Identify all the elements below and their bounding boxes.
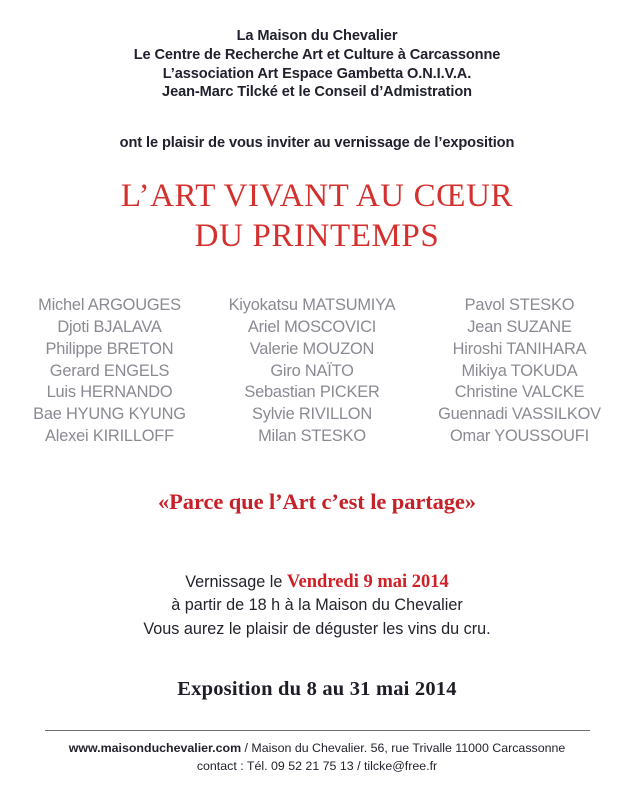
organizer-line-3: L’association Art Espace Gambetta O.N.I.V.A. (162, 65, 472, 82)
exhibition-title-line-1: L’ART VIVANT AU CŒUR (120, 178, 514, 215)
artist-name: Milan STESKO (258, 426, 366, 445)
artist-column-2 (212, 295, 412, 448)
artist-name: Guennadi VASSILKOV (438, 405, 601, 424)
artist-name: Pavol STESKO (464, 296, 575, 315)
organizer-line-1: La Maison du Chevalier (236, 28, 398, 44)
footer-contact-line[interactable]: contact : Tél. 09 52 21 75 13 / tilcke@free.fr (196, 758, 438, 773)
vernissage-wine-line: Vous aurez le plaisir de déguster les vins du cru. (143, 619, 491, 638)
artist-name: Sebastian PICKER (244, 383, 380, 402)
exhibition-title-line-2: DU PRINTEMPS (194, 218, 440, 255)
artist-name: Valerie MOUZON (249, 339, 375, 358)
artist-name: Omar YOUSSOUFI (450, 426, 589, 445)
artist-name: Philippe BRETON (45, 339, 174, 358)
artist-list (0, 295, 634, 448)
artist-name: Michel ARGOUGES (38, 296, 181, 315)
tagline-quote: «Parce que l’Art c’est le partage» (158, 488, 476, 514)
vernissage-details (0, 571, 634, 642)
artist-name: Jean SUZANE (467, 317, 572, 336)
exhibition-title (0, 176, 634, 256)
organizer-line-2: Le Centre de Recherche Art et Culture à Carcassonne (133, 46, 501, 63)
footer-divider (45, 730, 590, 731)
artist-column-1 (7, 295, 212, 448)
artist-name: Alexei KIRILLOFF (45, 426, 174, 445)
artist-name: Christine VALCKE (454, 383, 585, 402)
artist-name: Gerard ENGELS (49, 361, 170, 380)
footer-address-line (0, 740, 634, 758)
invitation-line: ont le plaisir de vous inviter au vernissage de l’exposition (119, 135, 515, 152)
footer (0, 740, 634, 775)
vernissage-time-line: à partir de 18 h à la Maison du Chevalier (171, 596, 463, 615)
artist-name: Bae HYUNG KYUNG (33, 405, 186, 424)
artist-name: Djoti BJALAVA (57, 317, 162, 336)
artist-name: Sylvie RIVILLON (252, 405, 372, 424)
website-link[interactable]: www.maisonduchevalier.com (68, 741, 242, 756)
organizers-header (0, 0, 634, 102)
vernissage-date: Vendredi 9 mai 2014 (286, 571, 449, 592)
artist-name: Giro NAÏTO (270, 361, 354, 380)
artist-name: Ariel MOSCOVICI (247, 317, 377, 336)
vernissage-date-line (0, 571, 634, 595)
organizer-line-4: Jean-Marc Tilcké et le Conseil d’Admistration (162, 84, 472, 101)
exposition-dates: Exposition du 8 au 31 mai 2014 (177, 678, 457, 701)
artist-name: Hiroshi TANIHARA (452, 339, 587, 358)
artist-name: Mikiya TOKUDA (461, 361, 578, 380)
vernissage-prefix: Vernissage le (185, 572, 287, 591)
venue-address: / Maison du Chevalier. 56, rue Trivalle 11000 Carcassonne (241, 741, 566, 756)
artist-column-3 (412, 295, 627, 448)
artist-name: Luis HERNANDO (46, 383, 173, 402)
artist-name: Kiyokatsu MATSUMIYA (228, 296, 396, 315)
